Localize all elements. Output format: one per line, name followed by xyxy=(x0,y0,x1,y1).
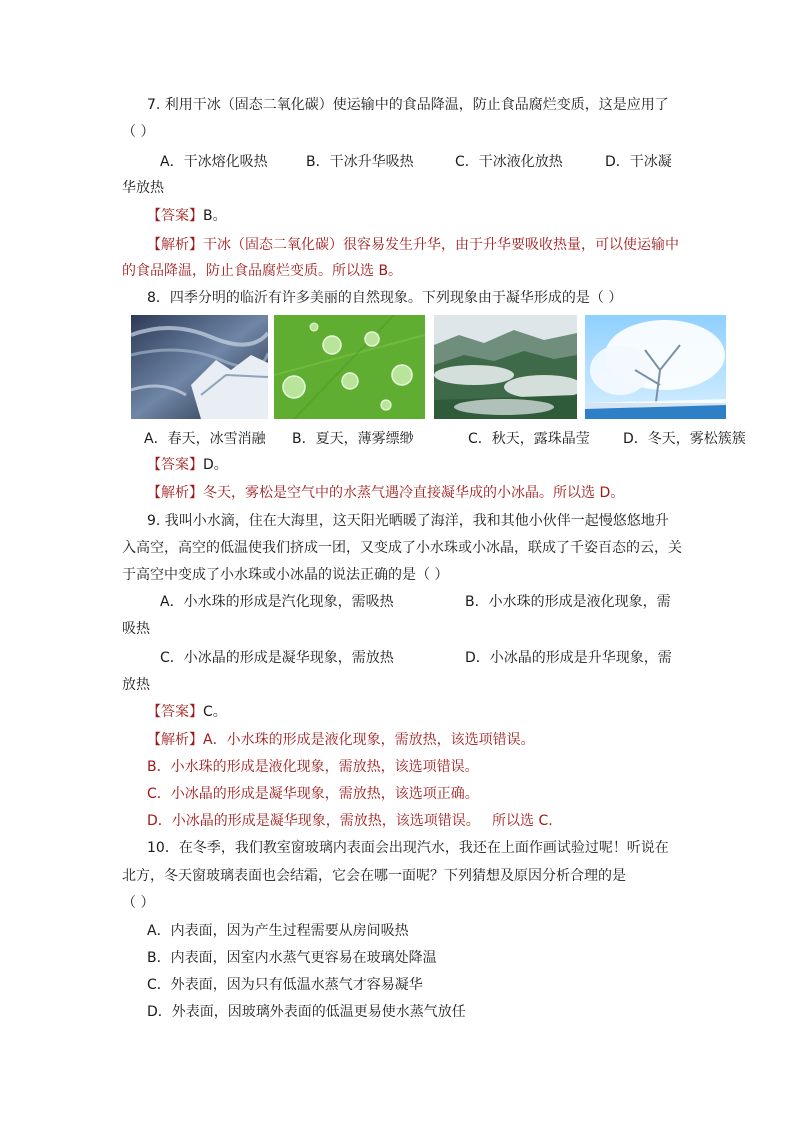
q9-conclusion: 所以选 C. xyxy=(492,813,553,829)
answer-tag: 【答案】 xyxy=(147,208,203,224)
q9-analysis-line3: C．小冰晶的形成是凝华现象，需放热，该选项正确。 xyxy=(147,786,479,802)
q10-stem-line2: 北方，冬天窗玻璃表面也会结霜，它会在哪一面呢？下列猜想及原因分析合理的是 xyxy=(122,868,626,884)
q10-stem-line3: （ ） xyxy=(122,895,155,911)
q7-option-d: D．干冰凝 xyxy=(605,154,672,170)
q7-analysis-line1 xyxy=(147,235,679,255)
answer-text: C。 xyxy=(203,704,227,720)
q10-stem-line1: 10．在冬季，我们教室窗玻璃内表面会出现汽水，我还在上面作画试验过呢！听说在 xyxy=(147,840,669,856)
q7-answer xyxy=(147,206,227,226)
q8-option-d: D．冬天，雾松簇簇 xyxy=(623,431,746,447)
q8-analysis xyxy=(147,483,624,503)
q9-stem-line2: 入高空，高空的低温使我们挤成一团，又变成了小水珠或小冰晶，联成了千姿百态的云，关 xyxy=(122,540,682,556)
misty-mountain-photo xyxy=(434,315,577,419)
q9-option-d-cont: 放热 xyxy=(122,677,150,693)
q8-answer xyxy=(147,455,228,475)
q9-analysis-line2: B．小水珠的形成是液化现象，需放热，该选项错误。 xyxy=(147,759,479,775)
answer-tag: 【答案】 xyxy=(147,457,203,473)
q8-option-c: C．秋天，露珠晶莹 xyxy=(468,431,590,447)
q9-option-a: A．小水珠的形成是汽化现象，需吸热 xyxy=(160,594,394,610)
q9-option-b: B．小水珠的形成是液化现象，需 xyxy=(465,594,671,610)
answer-tag: 【答案】 xyxy=(147,704,203,720)
q10-option-d: D．外表面，因玻璃外表面的低温更易使水蒸气放任 xyxy=(147,1004,466,1020)
q9-analysis-line1 xyxy=(147,730,535,750)
q10-option-b: B．内表面，因室内水蒸气更容易在玻璃处降温 xyxy=(147,950,437,966)
q7-option-d-cont: 华放热 xyxy=(122,180,164,196)
rime-tree-photo xyxy=(585,315,726,419)
q9-option-d: D．小冰晶的形成是升华现象，需 xyxy=(465,650,672,666)
analysis-text: 干冰（固态二氧化碳）很容易发生升华，由于升华要吸收热量，可以使运输中 xyxy=(203,237,679,253)
analysis-tag: 【解析】 xyxy=(147,237,203,253)
analysis-tag: 【解析】 xyxy=(147,732,203,748)
ice-stream-photo xyxy=(131,315,268,419)
q10-option-c: C．外表面，因为只有低温水蒸气才容易凝华 xyxy=(147,977,423,993)
analysis-tag: 【解析】 xyxy=(147,485,203,501)
q8-option-b: B．夏天，薄雾缥缈 xyxy=(292,431,414,447)
q7-option-b: B．干冰升华吸热 xyxy=(306,154,414,170)
q8-stem: 8．四季分明的临沂有许多美丽的自然现象。下列现象由于凝华形成的是（ ） xyxy=(147,290,623,306)
q7-stem-line1: 7. 利用干冰（固态二氧化碳）使运输中的食品降温，防止食品腐烂变质，这是应用了 xyxy=(147,97,669,113)
q9-option-b-cont: 吸热 xyxy=(122,621,150,637)
water-drops-photo xyxy=(274,315,425,419)
answer-text: D。 xyxy=(203,457,228,473)
q7-option-c: C．干冰液化放热 xyxy=(455,154,563,170)
q9-stem-line1: 9. 我叫小水滴，住在大海里，这天阳光晒暖了海洋，我和其他小伙伴一起慢悠悠地升 xyxy=(147,513,669,529)
q7-stem-line2: （ ） xyxy=(122,124,155,140)
q9-answer xyxy=(147,702,227,722)
q7-analysis-line2: 的食品降温，防止食品腐烂变质。所以选 B。 xyxy=(122,263,403,279)
answer-text: B。 xyxy=(203,208,227,224)
analysis-text: 冬天，雾松是空气中的水蒸气遇冷直接凝华成的小冰晶。所以选 D。 xyxy=(203,485,625,501)
q9-stem-line3: 于高空中变成了小水珠或小冰晶的说法正确的是（ ） xyxy=(122,567,449,583)
q9-analysis-line4: D．小冰晶的形成是凝华现象，需放热，该选项错误。 xyxy=(147,813,480,829)
q8-option-a: A．春天，冰雪消融 xyxy=(144,431,266,447)
q7-option-a: A．干冰熔化吸热 xyxy=(160,154,268,170)
q10-option-a: A．内表面，因为产生过程需要从房间吸热 xyxy=(147,923,409,939)
q9-option-c: C．小冰晶的形成是凝华现象，需放热 xyxy=(160,650,394,666)
analysis-text: A．小水珠的形成是液化现象，需放热，该选项错误。 xyxy=(203,732,535,748)
